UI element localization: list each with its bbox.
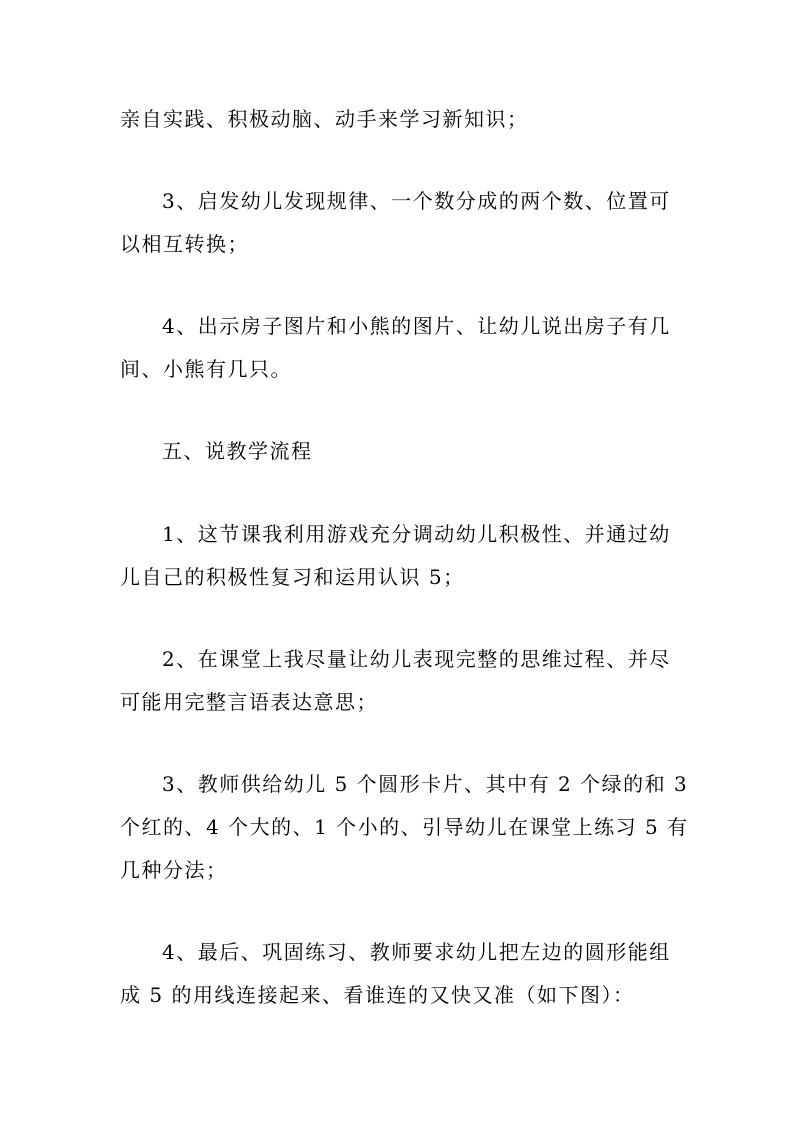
paragraph-2-line-2: 以相互转换；	[120, 232, 249, 256]
paragraph-7-line-2: 个红的、4 个大的、1 个小的、引导幼儿在课堂上练习 5 有	[120, 815, 689, 839]
paragraph-6-line-1: 2、在课堂上我尽量让幼儿表现完整的思维过程、并尽	[162, 647, 671, 671]
paragraph-5-line-2: 儿自己的积极性复习和运用认识 5；	[120, 565, 465, 589]
paragraph-2-line-1: 3、启发幼儿发现规律、一个数分成的两个数、位置可	[162, 189, 671, 213]
paragraph-8-line-2: 成 5 的用线连接起来、看谁连的又快又准（如下图）：	[120, 983, 635, 1007]
paragraph-8-line-1: 4、最后、巩固练习、教师要求幼儿把左边的圆形能组	[162, 940, 671, 964]
paragraph-1-line-1: 亲自实践、积极动脑、动手来学习新知识；	[120, 107, 529, 131]
paragraph-3-line-1: 4、出示房子图片和小熊的图片、让幼儿说出房子有几	[162, 314, 671, 338]
section-heading: 五、说教学流程	[162, 439, 313, 463]
paragraph-7-line-3: 几种分法；	[120, 858, 228, 882]
paragraph-6-line-2: 可能用完整言语表达意思；	[120, 690, 378, 714]
paragraph-7-line-1: 3、教师供给幼儿 5 个圆形卡片、其中有 2 个绿的和 3	[162, 772, 689, 796]
paragraph-3-line-2: 间、小熊有几只。	[120, 357, 292, 381]
paragraph-5-line-1: 1、这节课我利用游戏充分调动幼儿积极性、并通过幼	[162, 522, 671, 546]
